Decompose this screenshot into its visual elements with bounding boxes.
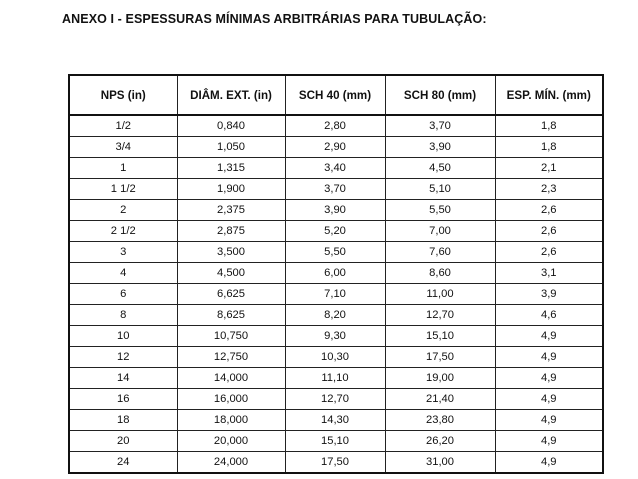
cell-outer-diameter: 1,050 bbox=[177, 137, 285, 158]
cell-nps: 3 bbox=[69, 242, 177, 263]
cell-sch80: 12,70 bbox=[385, 305, 495, 326]
cell-nps: 4 bbox=[69, 263, 177, 284]
cell-sch40: 8,20 bbox=[285, 305, 385, 326]
cell-sch80: 11,00 bbox=[385, 284, 495, 305]
cell-min-thickness: 1,8 bbox=[495, 115, 603, 137]
cell-min-thickness: 2,6 bbox=[495, 200, 603, 221]
cell-min-thickness: 3,1 bbox=[495, 263, 603, 284]
cell-nps: 1/2 bbox=[69, 115, 177, 137]
table-row bbox=[69, 389, 603, 410]
table-header bbox=[69, 75, 603, 115]
cell-nps: 6 bbox=[69, 284, 177, 305]
cell-sch40: 2,90 bbox=[285, 137, 385, 158]
cell-nps: 2 1/2 bbox=[69, 221, 177, 242]
cell-min-thickness: 4,9 bbox=[495, 326, 603, 347]
cell-sch80: 31,00 bbox=[385, 452, 495, 474]
cell-outer-diameter: 14,000 bbox=[177, 368, 285, 389]
pipe-thickness-table bbox=[68, 74, 604, 474]
cell-sch40: 14,30 bbox=[285, 410, 385, 431]
cell-outer-diameter: 10,750 bbox=[177, 326, 285, 347]
cell-sch80: 8,60 bbox=[385, 263, 495, 284]
cell-min-thickness: 4,9 bbox=[495, 389, 603, 410]
cell-nps: 3/4 bbox=[69, 137, 177, 158]
cell-sch40: 7,10 bbox=[285, 284, 385, 305]
cell-outer-diameter: 2,875 bbox=[177, 221, 285, 242]
table-row bbox=[69, 242, 603, 263]
table-row bbox=[69, 179, 603, 200]
cell-sch40: 5,20 bbox=[285, 221, 385, 242]
cell-min-thickness: 4,6 bbox=[495, 305, 603, 326]
cell-nps: 1 1/2 bbox=[69, 179, 177, 200]
table-row bbox=[69, 347, 603, 368]
cell-sch80: 4,50 bbox=[385, 158, 495, 179]
cell-outer-diameter: 12,750 bbox=[177, 347, 285, 368]
table-body bbox=[69, 115, 603, 473]
cell-nps: 16 bbox=[69, 389, 177, 410]
cell-outer-diameter: 3,500 bbox=[177, 242, 285, 263]
cell-sch80: 5,50 bbox=[385, 200, 495, 221]
header-sch40: SCH 40 (mm) bbox=[285, 75, 385, 115]
cell-sch80: 5,10 bbox=[385, 179, 495, 200]
cell-sch40: 2,80 bbox=[285, 115, 385, 137]
cell-sch80: 17,50 bbox=[385, 347, 495, 368]
table-row bbox=[69, 368, 603, 389]
table-row bbox=[69, 221, 603, 242]
table-row bbox=[69, 200, 603, 221]
cell-sch80: 7,60 bbox=[385, 242, 495, 263]
cell-outer-diameter: 16,000 bbox=[177, 389, 285, 410]
cell-min-thickness: 2,1 bbox=[495, 158, 603, 179]
cell-nps: 8 bbox=[69, 305, 177, 326]
cell-sch80: 19,00 bbox=[385, 368, 495, 389]
header-sch80: SCH 80 (mm) bbox=[385, 75, 495, 115]
cell-min-thickness: 4,9 bbox=[495, 410, 603, 431]
cell-sch40: 11,10 bbox=[285, 368, 385, 389]
cell-outer-diameter: 4,500 bbox=[177, 263, 285, 284]
table-row bbox=[69, 263, 603, 284]
cell-sch80: 26,20 bbox=[385, 431, 495, 452]
cell-outer-diameter: 1,315 bbox=[177, 158, 285, 179]
cell-nps: 10 bbox=[69, 326, 177, 347]
cell-sch40: 15,10 bbox=[285, 431, 385, 452]
cell-min-thickness: 4,9 bbox=[495, 431, 603, 452]
cell-min-thickness: 2,3 bbox=[495, 179, 603, 200]
table-row bbox=[69, 137, 603, 158]
cell-sch40: 10,30 bbox=[285, 347, 385, 368]
table-row bbox=[69, 284, 603, 305]
cell-outer-diameter: 1,900 bbox=[177, 179, 285, 200]
cell-outer-diameter: 6,625 bbox=[177, 284, 285, 305]
cell-sch40: 5,50 bbox=[285, 242, 385, 263]
cell-nps: 12 bbox=[69, 347, 177, 368]
cell-outer-diameter: 0,840 bbox=[177, 115, 285, 137]
cell-outer-diameter: 20,000 bbox=[177, 431, 285, 452]
table-row bbox=[69, 431, 603, 452]
table-row bbox=[69, 410, 603, 431]
cell-min-thickness: 4,9 bbox=[495, 368, 603, 389]
header-outer-diameter: DIÂM. EXT. (in) bbox=[177, 75, 285, 115]
table-row bbox=[69, 452, 603, 474]
cell-sch40: 6,00 bbox=[285, 263, 385, 284]
cell-sch80: 3,70 bbox=[385, 115, 495, 137]
cell-outer-diameter: 18,000 bbox=[177, 410, 285, 431]
cell-min-thickness: 2,6 bbox=[495, 221, 603, 242]
table-row bbox=[69, 158, 603, 179]
cell-min-thickness: 1,8 bbox=[495, 137, 603, 158]
cell-min-thickness: 4,9 bbox=[495, 452, 603, 474]
table-row bbox=[69, 326, 603, 347]
document-title: ANEXO I - ESPESSURAS MÍNIMAS ARBITRÁRIAS PARA TUBULAÇÃO: bbox=[62, 12, 487, 26]
cell-sch80: 7,00 bbox=[385, 221, 495, 242]
cell-sch40: 9,30 bbox=[285, 326, 385, 347]
cell-nps: 14 bbox=[69, 368, 177, 389]
header-row bbox=[69, 75, 603, 115]
cell-outer-diameter: 8,625 bbox=[177, 305, 285, 326]
cell-sch40: 3,70 bbox=[285, 179, 385, 200]
cell-outer-diameter: 2,375 bbox=[177, 200, 285, 221]
cell-nps: 2 bbox=[69, 200, 177, 221]
table-row bbox=[69, 115, 603, 137]
cell-sch40: 3,40 bbox=[285, 158, 385, 179]
table-row bbox=[69, 305, 603, 326]
cell-min-thickness: 4,9 bbox=[495, 347, 603, 368]
cell-sch40: 17,50 bbox=[285, 452, 385, 474]
cell-nps: 24 bbox=[69, 452, 177, 474]
cell-outer-diameter: 24,000 bbox=[177, 452, 285, 474]
cell-sch40: 12,70 bbox=[285, 389, 385, 410]
cell-sch80: 21,40 bbox=[385, 389, 495, 410]
cell-nps: 20 bbox=[69, 431, 177, 452]
cell-nps: 1 bbox=[69, 158, 177, 179]
cell-sch40: 3,90 bbox=[285, 200, 385, 221]
cell-sch80: 23,80 bbox=[385, 410, 495, 431]
header-min-thickness: ESP. MÍN. (mm) bbox=[495, 75, 603, 115]
cell-min-thickness: 3,9 bbox=[495, 284, 603, 305]
header-nps: NPS (in) bbox=[69, 75, 177, 115]
cell-min-thickness: 2,6 bbox=[495, 242, 603, 263]
cell-sch80: 15,10 bbox=[385, 326, 495, 347]
cell-nps: 18 bbox=[69, 410, 177, 431]
cell-sch80: 3,90 bbox=[385, 137, 495, 158]
